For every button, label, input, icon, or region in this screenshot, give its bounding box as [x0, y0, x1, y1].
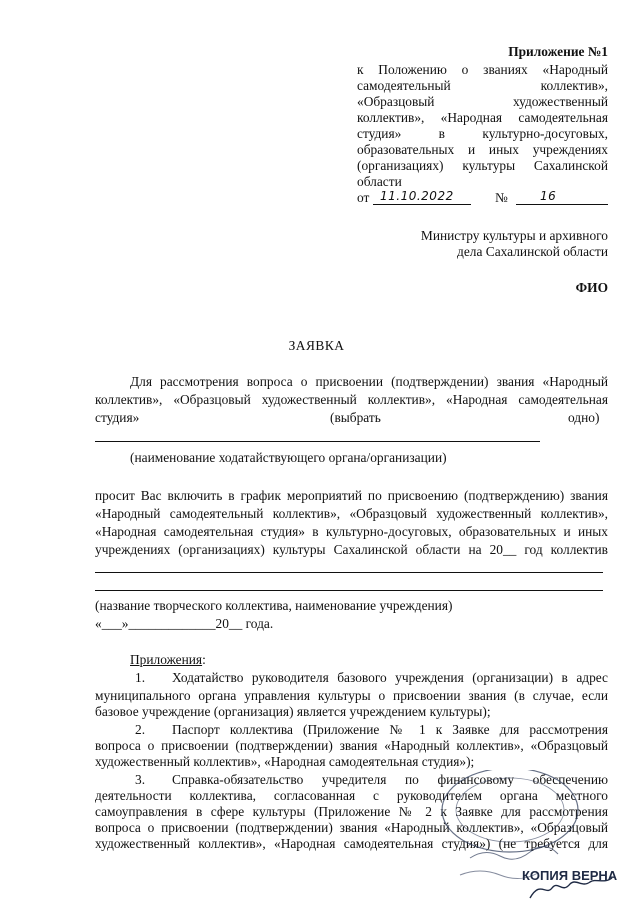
- attachment-text: художественный коллектив», «Народная самодеятельная студия»);: [95, 754, 475, 769]
- certification-stamp: [430, 770, 630, 905]
- appendix-line: студия» в культурно-досуговых,: [357, 126, 608, 141]
- attachment-text: художественный коллектив», «Народная самодеятельная студия») (не требуется для: [95, 836, 608, 851]
- stamp-text: КОПИЯ ВЕРНА: [522, 868, 618, 883]
- appendix-line: коллектив», «Народная самодеятельная: [357, 110, 608, 125]
- attachment-text: вопроса о присвоении (подтверждении) звания «Народный коллектив», «Образцовый: [95, 820, 608, 835]
- request-line: учреждениях (организациях) культуры Сахалинской области на 20__ год коллектив: [95, 542, 608, 557]
- intro-line: одно): [568, 410, 600, 425]
- attachment-lead: Ходатайство руководителя базового учреждения (организации) в адрес: [172, 670, 608, 685]
- addressee-line: Министру культуры и архивного: [420, 228, 608, 243]
- intro-line: коллектив», «Образцовый художественный коллектив», «Народная самодеятельная: [95, 392, 608, 407]
- intro-line: (выбрать: [330, 410, 381, 425]
- round-seal: [442, 770, 578, 852]
- addressee-line: дела Сахалинской области: [457, 244, 608, 259]
- attachment-text: самоуправления в сфере культуры (Приложение № 2 к Заявке для рассмотрения: [95, 804, 608, 819]
- applicant-field-line: [95, 441, 540, 442]
- addressee-name: ФИО: [575, 280, 608, 295]
- appendix-line: образовательных и иных учреждениях: [357, 142, 608, 157]
- attachment-text: базовое учреждение (организация) является учреждением культуры);: [95, 704, 491, 719]
- attachment-text: деятельности коллектива, согласованная с руководителем органа местного: [95, 788, 608, 803]
- appendix-line: к Положению о званиях «Народный: [357, 62, 608, 77]
- attachment-lead: Паспорт коллектива (Приложение № 1 к Заявке для рассмотрения: [172, 722, 608, 737]
- page-title: ЗАЯВКА: [288, 338, 345, 353]
- number-prefix: №: [495, 190, 508, 205]
- attachments-title: [130, 652, 206, 668]
- intro-line: студия»: [95, 410, 140, 425]
- collective-field-line: [95, 590, 603, 591]
- attachment-text: вопроса о присвоении (подтверждении) звания «Народный коллектив», «Образцовый: [95, 738, 608, 753]
- date-handwritten: 11.10.2022: [380, 189, 454, 203]
- attachments-title-label: Приложения: [130, 652, 203, 667]
- appendix-line: самодеятельный коллектив»,: [357, 78, 608, 93]
- attachment-number: 2.: [135, 722, 146, 737]
- date-prefix: от: [357, 190, 370, 205]
- attachments-title-colon: :: [202, 652, 206, 667]
- collective-caption: (название творческого коллектива, наименование учреждения): [95, 598, 453, 613]
- appendix-line: «Образцовый художественный: [357, 94, 608, 109]
- request-line: «Народный самодеятельный коллектив», «Образцовый художественный коллектив»,: [95, 506, 608, 521]
- collective-field-line: [95, 572, 603, 573]
- attachment-text: муниципального органа управления культуры о присвоении звания (в случае, если: [95, 688, 608, 703]
- attachment-number: 1.: [135, 670, 146, 685]
- applicant-caption: (наименование ходатайствующего органа/организации): [130, 450, 447, 465]
- appendix-line: области: [357, 174, 402, 189]
- attachment-number: 3.: [135, 772, 146, 787]
- request-line: просит Вас включить в график мероприятий по присвоению (подтверждению) звания: [95, 488, 608, 503]
- attachment-lead: Справка-обязательство учредителя по финансовому обеспечению: [172, 772, 608, 787]
- appendix-line: (организациях) культуры Сахалинской: [357, 158, 608, 173]
- intro-line: Для рассмотрения вопроса о присвоении (подтверждении) звания «Народный: [130, 374, 608, 389]
- round-seal-inner: [456, 778, 564, 842]
- appendix-title: Приложение №1: [508, 44, 608, 59]
- date-line: «___»_____________20__ года.: [95, 616, 274, 631]
- request-line: «Народная самодеятельная студия» в культурно-досуговых, образовательных и иных: [95, 524, 608, 539]
- number-underline: [516, 204, 608, 205]
- number-handwritten: 16: [540, 189, 557, 203]
